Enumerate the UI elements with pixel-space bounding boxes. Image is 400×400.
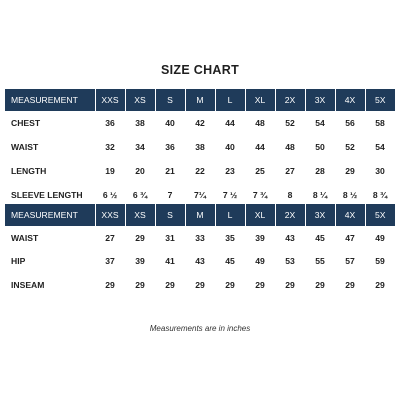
table-cell: 6 ½ <box>102 190 118 200</box>
table-cell: 29 <box>345 279 355 290</box>
table-cell: 30 <box>375 166 385 176</box>
column-header: S <box>155 89 185 111</box>
table-cell: 49 <box>255 256 265 267</box>
table-cell: 27 <box>285 166 295 176</box>
table-cell: 34 <box>135 142 145 152</box>
table-cell: 29 <box>135 232 145 243</box>
page-title: SIZE CHART <box>161 63 239 77</box>
row-label: HIP <box>11 256 26 267</box>
row-label: CHEST <box>11 118 41 128</box>
table-cell: 41 <box>165 256 175 267</box>
column-header: 5X <box>365 204 395 226</box>
table-cell: 48 <box>285 142 295 152</box>
table-cell: 25 <box>255 166 265 176</box>
table-row <box>5 159 395 183</box>
table-cell: 44 <box>255 142 265 152</box>
row-label: WAIST <box>11 142 39 152</box>
top-size-table <box>5 89 395 207</box>
table-cell: 40 <box>165 118 175 128</box>
table-cell: 21 <box>165 166 175 176</box>
table-cell: 47 <box>345 232 355 243</box>
table-row <box>5 135 395 159</box>
column-header: XXS <box>95 204 125 226</box>
table-cell: 54 <box>315 118 325 128</box>
table-cell: 29 <box>375 279 385 290</box>
column-header: 5X <box>365 89 395 111</box>
table-cell: 38 <box>135 118 145 128</box>
table-cell: 7 ½ <box>222 190 238 200</box>
table-cell: 43 <box>285 232 295 243</box>
table-cell: 49 <box>375 232 385 243</box>
units-note: Measurements are in inches <box>149 324 251 333</box>
table-cell: 27 <box>105 232 115 243</box>
table-cell: 57 <box>345 256 355 267</box>
table-cell: 29 <box>255 279 265 290</box>
table-cell: 29 <box>195 279 205 290</box>
table-cell: 38 <box>195 142 205 152</box>
table-cell: 48 <box>255 118 265 128</box>
table-cell: 59 <box>375 256 385 267</box>
column-header: 4X <box>335 89 365 111</box>
column-header: XS <box>125 204 155 226</box>
table-cell: 29 <box>135 279 145 290</box>
table-cell: 44 <box>225 118 235 128</box>
table-cell: 29 <box>285 279 295 290</box>
column-header: 4X <box>335 204 365 226</box>
row-label: SLEEVE LENGTH <box>11 190 83 200</box>
column-header: XL <box>245 89 275 111</box>
table-cell: 50 <box>315 142 325 152</box>
table-cell: 8 ¼ <box>312 190 328 200</box>
column-header: MEASUREMENT <box>5 89 95 111</box>
table-cell: 8 ½ <box>342 190 358 200</box>
column-header: MEASUREMENT <box>5 204 95 226</box>
column-header: XL <box>245 204 275 226</box>
table-cell: 6 ¾ <box>132 190 148 200</box>
table-cell: 8 <box>287 190 293 200</box>
table-row <box>5 273 395 297</box>
column-header: L <box>215 204 245 226</box>
table-cell: 19 <box>105 166 115 176</box>
table-cell: 42 <box>195 118 205 128</box>
table-cell: 31 <box>165 232 175 243</box>
column-header: M <box>185 204 215 226</box>
column-header: 2X <box>275 89 305 111</box>
table-cell: 7 <box>167 190 173 200</box>
table-row <box>5 111 395 135</box>
column-header: XS <box>125 89 155 111</box>
table-cell: 40 <box>225 142 235 152</box>
column-header: 2X <box>275 204 305 226</box>
row-label: LENGTH <box>11 166 47 176</box>
table-cell: 29 <box>105 279 115 290</box>
column-header: XXS <box>95 89 125 111</box>
table-cell: 29 <box>225 279 235 290</box>
row-label: INSEAM <box>11 279 45 290</box>
table-cell: 39 <box>255 232 265 243</box>
table-cell: 52 <box>285 118 295 128</box>
bottom-size-table <box>5 204 395 297</box>
table-cell: 7 ¾ <box>252 190 268 200</box>
column-header: M <box>185 89 215 111</box>
table-cell: 37 <box>105 256 115 267</box>
column-header: 3X <box>305 204 335 226</box>
table-row <box>5 250 395 274</box>
table-cell: 52 <box>345 142 355 152</box>
table-cell: 53 <box>285 256 295 267</box>
table-header-row <box>5 204 395 226</box>
table-cell: 36 <box>105 118 115 128</box>
table-cell: 56 <box>345 118 355 128</box>
row-label: WAIST <box>11 232 39 243</box>
table-cell: 32 <box>105 142 115 152</box>
table-cell: 39 <box>135 256 145 267</box>
column-header: L <box>215 89 245 111</box>
table-cell: 58 <box>375 118 385 128</box>
table-cell: 8 ¾ <box>372 190 388 200</box>
table-cell: 22 <box>195 166 205 176</box>
table-cell: 23 <box>225 166 235 176</box>
table-row <box>5 226 395 250</box>
column-header: 3X <box>305 89 335 111</box>
table-cell: 29 <box>345 166 355 176</box>
table-cell: 7¼ <box>194 190 206 200</box>
table-cell: 54 <box>375 142 385 152</box>
table-header-row <box>5 89 395 111</box>
table-cell: 55 <box>315 256 325 267</box>
table-cell: 28 <box>315 166 325 176</box>
column-header: S <box>155 204 185 226</box>
table-cell: 29 <box>165 279 175 290</box>
table-cell: 33 <box>195 232 205 243</box>
table-cell: 45 <box>315 232 325 243</box>
table-cell: 45 <box>225 256 235 267</box>
table-cell: 35 <box>225 232 235 243</box>
table-cell: 20 <box>135 166 145 176</box>
table-cell: 29 <box>315 279 325 290</box>
table-cell: 43 <box>195 256 205 267</box>
table-cell: 36 <box>165 142 175 152</box>
